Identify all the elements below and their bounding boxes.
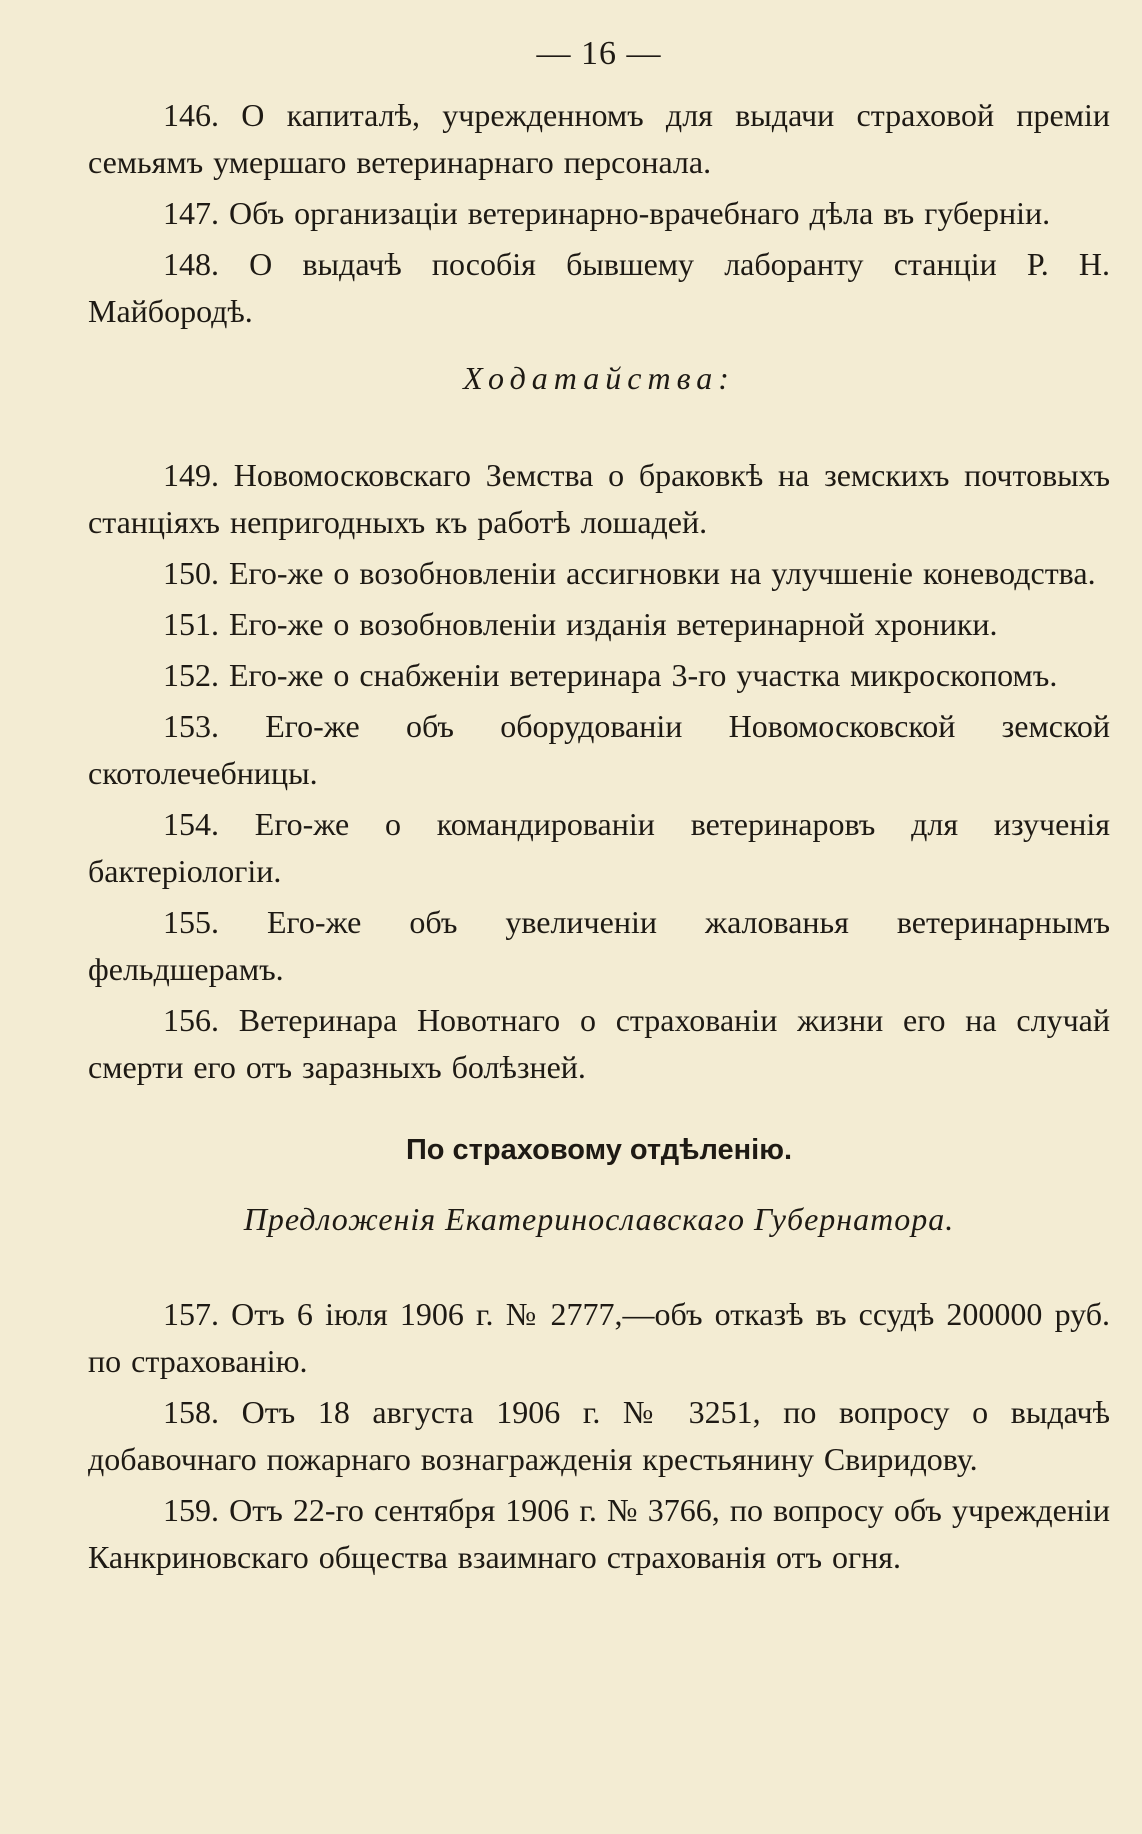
list-item: 153. Его-же объ оборудованiи Новомосковской земской скотолечебницы. <box>88 708 1110 791</box>
list-item: 154. Его-же о командированiи ветеринаровъ для изученiя бактерiологiи. <box>88 806 1110 889</box>
list-item: 151. Его-же о возобновленiи изданiя ветеринарной хроники. <box>163 606 998 642</box>
list-item: 148. О выдачѣ пособiя бывшему лаборанту станцiи Р. Н. Майбородѣ. <box>88 246 1110 329</box>
list-item: 156. Ветеринара Новотнаго о страхованiи жизни его на случай смерти его отъ заразныхъ болѣзней. <box>88 1002 1110 1085</box>
heading-petitions: Ходатайства: <box>463 360 735 396</box>
list-item: 147. Объ организацiи ветеринарно-врачебнаго дѣла въ губернiи. <box>163 195 1051 231</box>
section-items-146-148 <box>88 92 1110 335</box>
list-item: 150. Его-же о возобновленiи ассигновки на улучшенiе коневодства. <box>163 555 1096 591</box>
list-item: 157. Отъ 6 iюля 1906 г. № 2777,—объ отказѣ въ ссудѣ 200000 руб. по страхованiю. <box>88 1296 1110 1379</box>
page-number: — 16 — <box>536 35 662 72</box>
list-item: 146. О капиталѣ, учрежденномъ для выдачи страховой премiи семьямъ умершаго ветеринарнаго персонала. <box>88 97 1110 180</box>
list-item: 149. Новомосковскаго Земства о браковкѣ на земскихъ почтовыхъ станцiяхъ непригодныхъ къ работѣ лошадей. <box>88 457 1110 540</box>
list-item: 158. Отъ 18 августа 1906 г. № 3251, по вопросу о выдачѣ добавочнаго пожарнаго вознагражденiя крестьянину Свиридову. <box>88 1394 1110 1477</box>
list-item: 152. Его-же о снабженiи ветеринара 3-го участка микроскопомъ. <box>163 657 1058 693</box>
list-item: 155. Его-же объ увеличенiи жалованья ветеринарнымъ фельдшерамъ. <box>88 904 1110 987</box>
list-item: 159. Отъ 22-го сентября 1906 г. № 3766, по вопросу объ учрежденiи Канкриновскаго общества взаимнаго страхованiя отъ огня. <box>88 1492 1110 1575</box>
section-governor-proposals <box>88 1291 1110 1581</box>
section-petitions <box>88 452 1110 1091</box>
heading-insurance-department: По страховому отдѣленiю. <box>405 1134 793 1166</box>
heading-governor-proposals: Предложенiя Екатеринославскаго Губернатора. <box>243 1201 955 1237</box>
